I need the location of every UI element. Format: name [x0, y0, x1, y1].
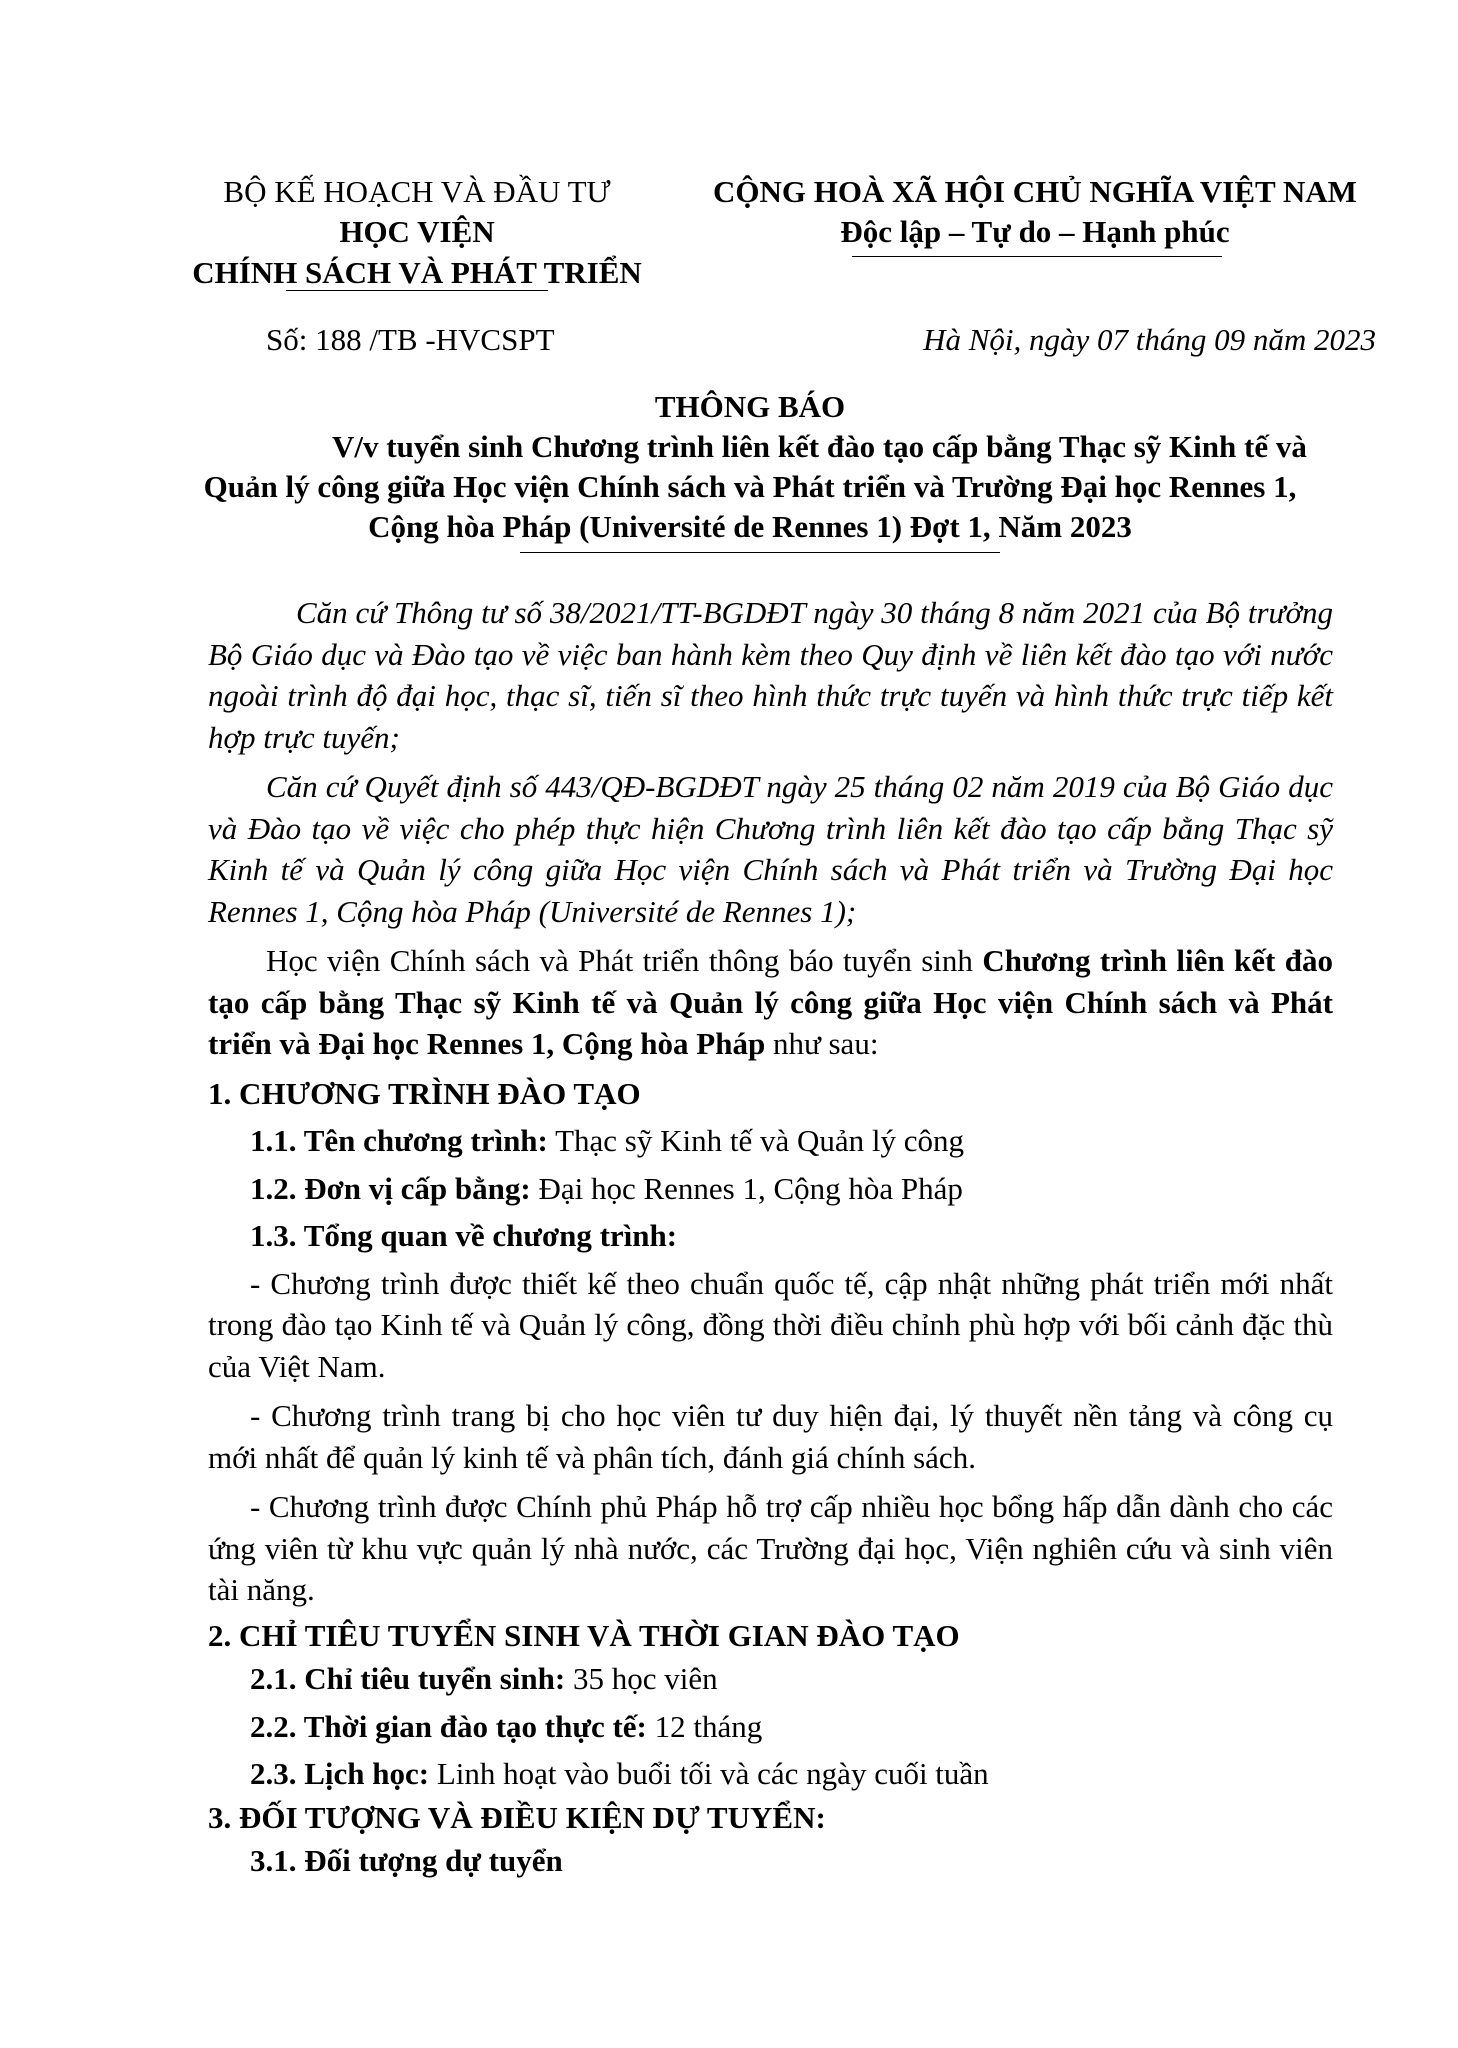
section-1-heading: 1. CHƯƠNG TRÌNH ĐÀO TẠO: [208, 1075, 641, 1111]
notice-subject-line1: V/v tuyển sinh Chương trình liên kết đào tạo cấp bằng Thạc sỹ Kinh tế và: [332, 429, 1307, 464]
header-right: [690, 172, 1380, 253]
section-2-1: [208, 1658, 1333, 1700]
header-left: [172, 172, 662, 293]
program-name-label: 1.1. Tên chương trình:: [250, 1123, 548, 1158]
institute-line1: HỌC VIỆN: [339, 214, 495, 250]
overview-bullet-2: - Chương trình trang bị cho học viên tư duy hiện đại, lý thuyết nền tảng và công cụ mới nhất để quản lý kinh tế và phân tích, đánh giá chính sách.: [208, 1398, 1333, 1475]
document-body: [208, 592, 1333, 1882]
intro-lead: Học viện Chính sách và Phát triển thông báo tuyển sinh: [266, 943, 983, 978]
section-1-3-heading: 1.3. Tổng quan về chương trình:: [250, 1218, 678, 1253]
notice-subject-line3: Cộng hòa Pháp (Université de Rennes 1) Đợt 1, Năm 2023: [368, 509, 1132, 544]
notice-title: THÔNG BÁO: [654, 389, 846, 424]
motto: Độc lập – Tự do – Hạnh phúc: [840, 214, 1230, 250]
degree-issuer-label: 1.2. Đơn vị cấp bằng:: [250, 1170, 531, 1206]
title-underline: [520, 552, 1000, 553]
degree-issuer-value: Đại học Rennes 1, Cộng hòa Pháp: [530, 1170, 963, 1206]
duration-value: 12 tháng: [646, 1708, 763, 1744]
schedule-label: 2.3. Lịch học:: [250, 1756, 430, 1791]
header-left-underline: [286, 290, 548, 291]
section-2-heading: 2. CHỈ TIÊU TUYỂN SINH VÀ THỜI GIAN ĐÀO TẠO: [208, 1617, 960, 1653]
section-2-3: [208, 1753, 1333, 1795]
ministry-name: BỘ KẾ HOẠCH VÀ ĐẦU TƯ: [223, 174, 611, 209]
motto-underline: [852, 256, 1222, 257]
section-1-2: [208, 1168, 1333, 1210]
duration-label: 2.2. Thời gian đào tạo thực tế:: [250, 1708, 647, 1744]
notice-subject-line2: Quản lý công giữa Học viện Chính sách và Phát triển và Trường Đại học Rennes 1,: [203, 469, 1297, 504]
schedule-value: Linh hoạt vào buổi tối và các ngày cuối tuần: [429, 1756, 989, 1791]
quota-label: 2.1. Chỉ tiêu tuyển sinh:: [250, 1661, 566, 1696]
intro-tail: như sau:: [765, 1026, 879, 1061]
program-name-value: Thạc sỹ Kinh tế và Quản lý công: [547, 1123, 964, 1158]
section-1-1: [208, 1120, 1333, 1162]
quota-value: 35 học viên: [565, 1661, 718, 1696]
section-3-heading: 3. ĐỐI TƯỢNG VÀ ĐIỀU KIỆN DỰ TUYỂN:: [208, 1799, 826, 1835]
section-3-1-heading: 3.1. Đối tượng dự tuyển: [250, 1843, 563, 1878]
section-2-2: [208, 1706, 1333, 1748]
legal-basis-2: Căn cứ Quyết định số 443/QĐ-BGDĐT ngày 25 tháng 02 năm 2019 của Bộ Giáo dục và Đào tạo về việc cho phép thực hiện Chương trình liên kết đào tạo cấp bằng Thạc sỹ Kinh tế và Quản lý công giữa Học viện Chính sách và Phát triển và Trường Đại học Rennes 1, Cộng hòa Pháp (Université de Rennes 1);: [208, 769, 1333, 929]
country-name: CỘNG HOÀ XÃ HỘI CHỦ NGHĨA VIỆT NAM: [713, 174, 1357, 209]
overview-bullet-1: - Chương trình được thiết kế theo chuẩn quốc tế, cập nhật những phát triển mới nhất trong đào tạo Kinh tế và Quản lý công, đồng thời điều chỉnh phù hợp với bối cảnh đặc thù của Việt Nam.: [208, 1265, 1333, 1384]
intro-paragraph: [208, 940, 1333, 1065]
institute-line2: CHÍNH SÁCH VÀ PHÁT TRIỂN: [192, 254, 642, 290]
intro-program-name: Chương trình liên kết đào tạo cấp bằng Thạc sỹ Kinh tế và Quản lý công giữa Học viện Chính sách và Phát triển và Đại học Rennes 1, Cộng hòa Pháp: [208, 943, 1333, 1061]
legal-basis-1: Căn cứ Thông tư số 38/2021/TT-BGDĐT ngày 30 tháng 8 năm 2021 của Bộ trưởng Bộ Giáo dục và Đào tạo về việc ban hành kèm theo Quy định về liên kết đào tạo với nước ngoài trình độ đại học, thạc sĩ, tiến sĩ theo hình thức trực tuyến và hình thức trực tiếp kết hợp trực tuyến;: [208, 595, 1333, 755]
overview-bullet-3: - Chương trình được Chính phủ Pháp hỗ trợ cấp nhiều học bổng hấp dẫn dành cho các ứng viên từ khu vực quản lý nhà nước, các Trường đại học, Viện nghiên cứu và sinh viên tài năng.: [208, 1489, 1333, 1607]
place-date: Hà Nội, ngày 07 tháng 09 năm 2023: [923, 322, 1376, 357]
document-number: Số: 188 /TB -HVCSPT: [266, 322, 555, 357]
